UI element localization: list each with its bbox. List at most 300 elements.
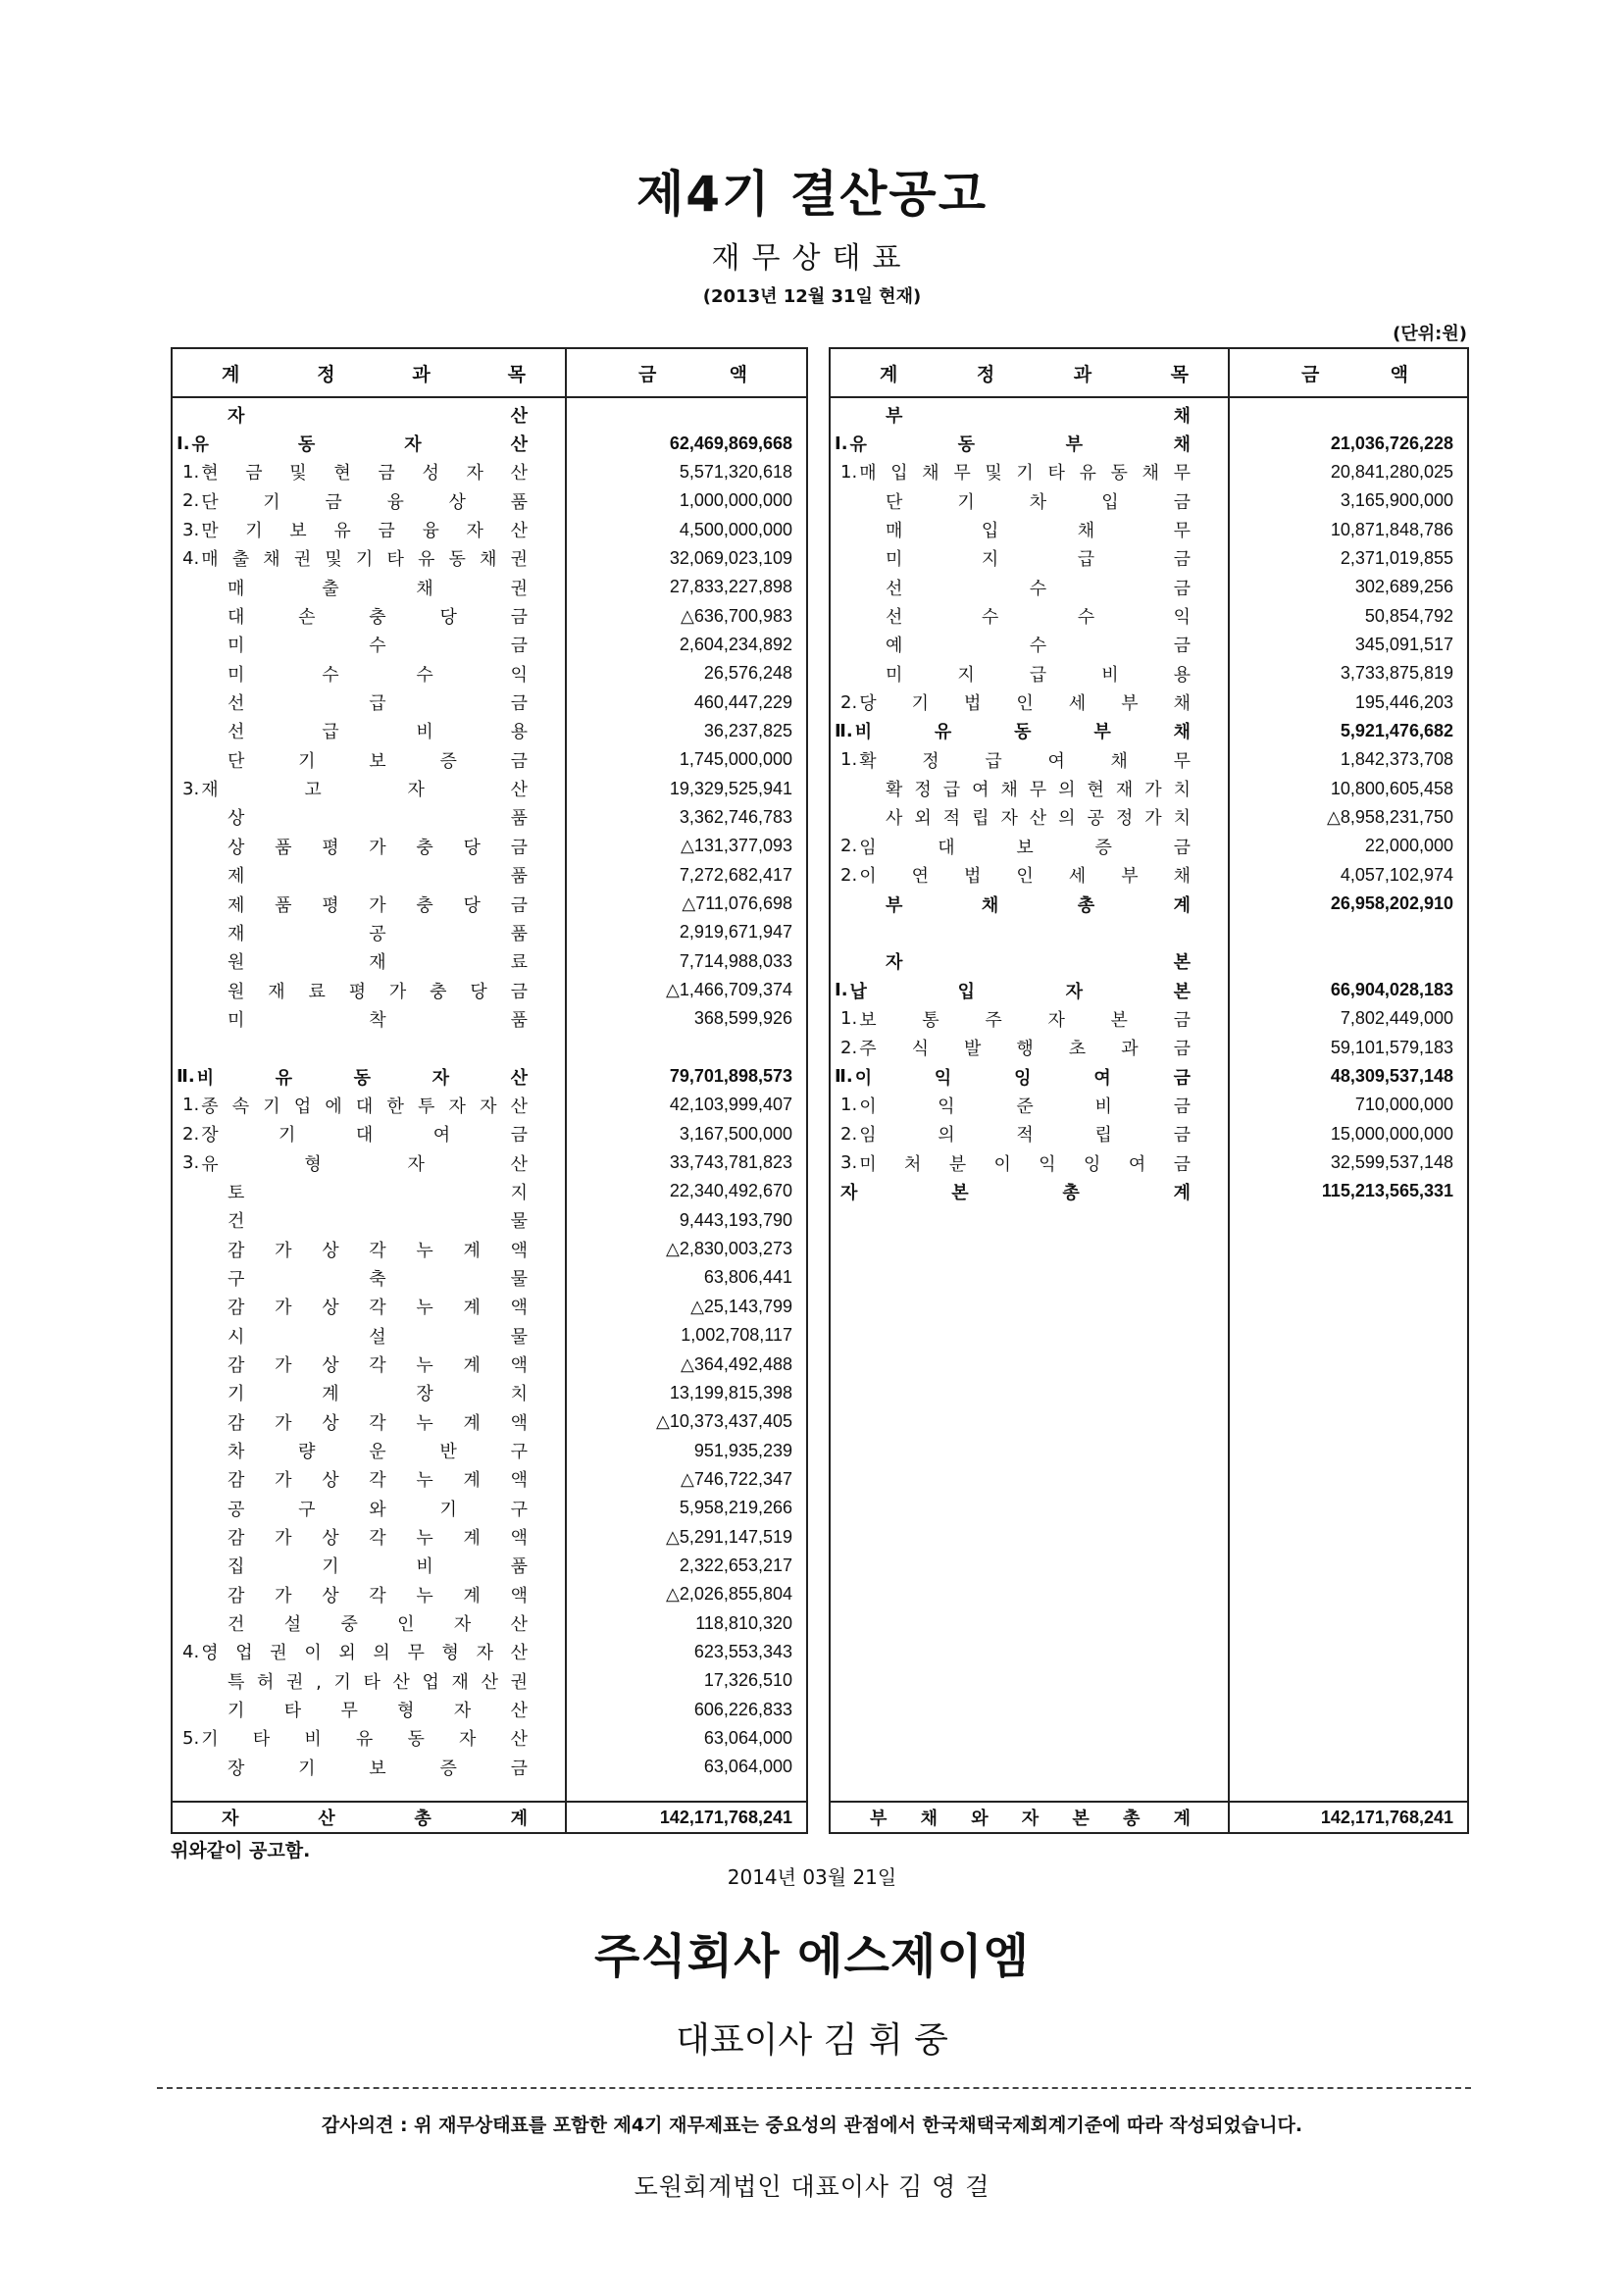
account-name-cell	[173, 1321, 565, 1350]
account-name: 미 수 수 익	[228, 664, 528, 686]
table-row	[831, 1177, 1467, 1205]
account-name-cell	[831, 688, 1228, 716]
amount-cell: 10,800,605,458	[1330, 778, 1453, 798]
table-header	[173, 349, 806, 398]
table-row	[831, 429, 1467, 457]
account-name: 상 품 평 가 충 당 금	[228, 837, 528, 858]
account-name-cell	[173, 1206, 565, 1235]
table-row	[831, 458, 1467, 486]
amount-cell: 5,958,219,266	[679, 1498, 792, 1518]
table-row	[173, 1522, 806, 1551]
account-name: 비 유 동 부 채	[854, 722, 1191, 743]
account-name-cell	[831, 890, 1228, 918]
amount-cell: 3,733,875,819	[1340, 663, 1453, 684]
amount-cell: 1,002,708,117	[681, 1325, 792, 1346]
account-name-cell	[831, 1177, 1228, 1205]
header-char: 계	[222, 363, 240, 385]
amount-cell: 22,000,000	[1364, 836, 1453, 856]
account-number: Ⅱ.	[177, 1066, 195, 1088]
announcement-date: 2014년 03월 21일	[727, 1865, 897, 1889]
account-name: 시 설 물	[228, 1326, 528, 1348]
account-name-cell	[173, 486, 565, 515]
amount-cell: 4,057,102,974	[1340, 864, 1453, 885]
table-row	[173, 918, 806, 946]
table-row	[831, 1062, 1467, 1091]
table-row	[173, 1407, 806, 1436]
header-char: 목	[507, 363, 526, 385]
account-name: 건 설 중 인 자 산	[228, 1614, 528, 1636]
liabilities-equity-table	[829, 347, 1469, 1834]
amount-cell: 7,802,449,000	[1340, 1008, 1453, 1029]
account-name: 감 가 상 각 누 계 액	[228, 1355, 528, 1377]
table-row	[173, 1350, 806, 1378]
account-name: 미 지 급 비 용	[886, 664, 1191, 686]
account-name: 재 고 자 산	[201, 780, 528, 801]
account-name: 매 입 채 무 및 기 타 유 동 채 무	[859, 463, 1191, 484]
account-name: 확 정 급 여 채 무 의 현 재 가 치	[886, 780, 1191, 801]
amount-cell: 59,101,579,183	[1330, 1037, 1453, 1057]
account-name-cell	[173, 1580, 565, 1608]
account-name: 비 유 동 자 산	[196, 1067, 528, 1089]
account-name: 이 익 준 비 금	[859, 1096, 1191, 1117]
account-number: 1.	[840, 461, 858, 483]
amount-cell: 17,326,510	[703, 1670, 792, 1691]
total-label: 부 채 와 자 본 총 계	[870, 1809, 1191, 1829]
account-name-cell	[831, 486, 1228, 515]
account-name: 현 금 및 현 금 성 자 산	[201, 463, 528, 484]
account-name: 선 수 금	[886, 578, 1191, 599]
amount-cell: 115,213,565,331	[1321, 1181, 1453, 1201]
amount-cell: 951,935,239	[693, 1440, 792, 1460]
table-row	[831, 486, 1467, 515]
account-name: 미 착 품	[228, 1009, 528, 1031]
liabilities-equity-rows	[831, 400, 1467, 1206]
account-name-cell	[831, 717, 1228, 745]
amount-cell: 5,921,476,682	[1340, 720, 1453, 740]
table-row	[173, 601, 806, 630]
account-name: 당 기 법 인 세 부 채	[859, 693, 1191, 715]
table-row	[831, 1034, 1467, 1062]
table-row	[173, 1695, 806, 1723]
table-row	[173, 1552, 806, 1580]
amount-cell: 33,743,781,823	[669, 1152, 792, 1173]
account-name-cell	[831, 918, 1228, 946]
account-name: 집 기 비 품	[228, 1556, 528, 1578]
amount-cell: 15,000,000,000	[1330, 1123, 1453, 1144]
account-name: 예 수 금	[886, 636, 1191, 657]
amount-cell: 63,064,000	[703, 1757, 792, 1777]
table-row	[831, 745, 1467, 774]
table-row	[173, 832, 806, 860]
account-name-cell	[831, 1004, 1228, 1033]
header-char: 액	[1390, 363, 1408, 385]
table-row	[173, 1753, 806, 1781]
account-name-cell	[173, 947, 565, 976]
table-row	[173, 976, 806, 1004]
table-row	[173, 803, 806, 832]
amount-cell: 118,810,320	[695, 1612, 792, 1633]
account-name: 원 재 료 평 가 충 당 금	[228, 981, 528, 1002]
account-name-cell	[173, 1724, 565, 1753]
closing-note: 위와같이 공고함.	[171, 1840, 311, 1861]
account-header	[173, 360, 565, 386]
amount-cell: 10,871,848,786	[1330, 519, 1453, 539]
amount-cell: △8,958,231,750	[1327, 806, 1453, 827]
amount-cell: 13,199,815,398	[669, 1382, 792, 1402]
account-name-cell	[173, 1062, 565, 1091]
account-name-cell	[173, 601, 565, 630]
table-row	[831, 861, 1467, 890]
amount-cell: 623,553,343	[693, 1641, 792, 1661]
account-name: 이 연 법 인 세 부 채	[859, 866, 1191, 888]
account-number: 2.	[840, 1037, 858, 1058]
table-row	[173, 1263, 806, 1292]
account-name-cell	[831, 1062, 1228, 1091]
table-row	[173, 429, 806, 457]
table-row	[173, 890, 806, 918]
amount-cell: 22,340,492,670	[669, 1181, 792, 1201]
account-name: 영 업 권 이 외 의 무 형 자 산	[201, 1643, 528, 1664]
account-name-cell	[831, 861, 1228, 890]
account-name: 자 본 총 계	[840, 1182, 1191, 1203]
account-name-cell	[173, 631, 565, 659]
table-row	[173, 947, 806, 976]
header-char: 정	[976, 363, 995, 385]
account-name: 재 공 품	[228, 923, 528, 944]
table-row	[173, 861, 806, 890]
table-row	[831, 544, 1467, 573]
table-row	[173, 1608, 806, 1637]
account-number: 3.	[182, 1152, 200, 1174]
account-name-cell	[173, 1379, 565, 1407]
account-name-cell	[173, 1004, 565, 1033]
amount-cell: 26,576,248	[703, 663, 792, 684]
account-number: Ⅰ.	[835, 433, 848, 454]
account-header	[831, 360, 1228, 386]
account-name: 감 가 상 각 누 계 액	[228, 1528, 528, 1550]
amount-cell: 36,237,825	[703, 720, 792, 740]
amount-cell: 19,329,525,941	[669, 778, 792, 798]
table-row	[173, 1580, 806, 1608]
account-name: 상 품	[228, 808, 528, 830]
amount-cell: △711,076,698	[682, 893, 792, 914]
amount-cell: 62,469,869,668	[669, 433, 792, 453]
account-number: Ⅰ.	[177, 433, 190, 454]
account-name: 감 가 상 각 누 계 액	[228, 1470, 528, 1492]
table-row	[173, 1091, 806, 1119]
table-row	[831, 688, 1467, 716]
table-row	[173, 458, 806, 486]
table-row	[831, 918, 1467, 946]
account-name: 임 의 적 립 금	[859, 1125, 1191, 1147]
account-name: 기 타 비 유 동 자 산	[201, 1729, 528, 1751]
amount-cell: 3,165,900,000	[1340, 490, 1453, 511]
account-name-cell	[831, 947, 1228, 976]
table-row	[831, 832, 1467, 860]
account-name: 감 가 상 각 누 계 액	[228, 1298, 528, 1319]
account-name-cell	[173, 400, 565, 429]
table-row	[831, 1004, 1467, 1033]
table-row	[831, 803, 1467, 832]
header-char: 금	[1301, 363, 1320, 385]
table-row	[173, 1379, 806, 1407]
assets-table	[171, 347, 808, 1834]
table-row	[831, 400, 1467, 429]
account-number: 2.	[840, 836, 858, 857]
account-name: 매 입 채 무	[886, 521, 1191, 542]
account-name: 단 기 금 융 상 품	[201, 491, 528, 513]
account-name-cell	[173, 1522, 565, 1551]
table-header	[831, 349, 1467, 398]
account-name: 장 기 대 여 금	[201, 1125, 528, 1147]
table-row	[831, 947, 1467, 976]
table-row	[173, 1206, 806, 1235]
table-row	[831, 976, 1467, 1004]
account-name-cell	[173, 1494, 565, 1522]
account-name-cell	[173, 1091, 565, 1119]
account-number: 2.	[182, 1123, 200, 1145]
table-row	[173, 1293, 806, 1321]
table-row	[173, 1177, 806, 1205]
amount-cell: 63,064,000	[703, 1727, 792, 1748]
account-name: 임 대 보 증 금	[859, 837, 1191, 858]
account-name-cell	[831, 976, 1228, 1004]
account-number: 1.	[182, 1095, 200, 1116]
account-name-cell	[173, 1638, 565, 1666]
table-row	[173, 1724, 806, 1753]
amount-cell: 1,745,000,000	[679, 749, 792, 770]
account-name: 감 가 상 각 누 계 액	[228, 1240, 528, 1261]
total-label-cell	[173, 1805, 565, 1830]
account-name: 대 손 충 당 금	[228, 607, 528, 629]
amount-cell: 1,842,373,708	[1340, 749, 1453, 770]
account-number: 2.	[182, 490, 200, 512]
account-name-cell	[831, 458, 1228, 486]
table-row	[173, 1465, 806, 1494]
table-row	[173, 1120, 806, 1148]
amount-cell: 9,443,193,790	[679, 1209, 792, 1230]
total-label: 자 산 총 계	[222, 1809, 528, 1829]
account-name: 구 축 물	[228, 1268, 528, 1290]
account-name: 부 채	[886, 405, 1191, 427]
table-row	[831, 1148, 1467, 1177]
total-label-cell	[831, 1805, 1228, 1830]
account-name: 부 채 총 계	[886, 894, 1191, 916]
table-row	[173, 1235, 806, 1263]
amount-cell: 7,272,682,417	[679, 864, 792, 885]
table-row	[831, 601, 1467, 630]
account-name: 제 품	[228, 866, 528, 888]
account-name: 감 가 상 각 누 계 액	[228, 1412, 528, 1434]
account-name-cell	[173, 861, 565, 890]
account-name-cell	[173, 717, 565, 745]
amount-cell: 42,103,999,407	[669, 1095, 792, 1115]
account-name: 자 본	[886, 952, 1191, 974]
account-name-cell	[831, 832, 1228, 860]
account-name-cell	[173, 544, 565, 573]
table-row	[173, 1638, 806, 1666]
account-name: 단 기 차 입 금	[886, 491, 1191, 513]
amount-cell: △131,377,093	[681, 836, 792, 856]
account-name: 미 지 급 금	[886, 549, 1191, 571]
account-name: 매 출 채 권	[228, 578, 528, 599]
amount-cell: 710,000,000	[1354, 1095, 1453, 1115]
amount-cell: 48,309,537,148	[1330, 1066, 1453, 1087]
account-name-cell	[173, 1666, 565, 1695]
account-name: 유 동 부 채	[849, 434, 1191, 456]
amount-cell: △364,492,488	[681, 1353, 792, 1374]
table-row	[831, 1120, 1467, 1148]
table-row	[173, 486, 806, 515]
assets-rows	[173, 400, 806, 1782]
table-row	[173, 1436, 806, 1464]
account-name-cell	[831, 803, 1228, 832]
header-char: 금	[638, 363, 657, 385]
amount-cell: 302,689,256	[1354, 577, 1453, 597]
account-name-cell	[173, 1177, 565, 1205]
ceo-name: 대표이사 김 휘 중	[676, 2020, 948, 2061]
account-number: 5.	[182, 1727, 200, 1749]
table-row	[173, 573, 806, 601]
account-name: 보 통 주 자 본 금	[859, 1009, 1191, 1031]
account-name: 미 수 금	[228, 636, 528, 657]
audit-opinion: 감사의견 : 위 재무상태표를 포함한 제4기 재무제표는 중요성의 관점에서 한국채택국제회계기준에 따라 작성되었습니다.	[321, 2115, 1303, 2136]
account-name-cell	[173, 1293, 565, 1321]
amount-cell: 79,701,898,573	[669, 1066, 792, 1087]
account-name: 자 산	[228, 405, 528, 427]
header-char: 목	[1170, 363, 1189, 385]
table-row	[173, 1148, 806, 1177]
account-name-cell	[173, 1350, 565, 1378]
account-name: 기 계 장 치	[228, 1384, 528, 1405]
amount-cell: 2,919,671,947	[679, 922, 792, 943]
account-number: 2.	[840, 691, 858, 713]
account-name: 선 급 금	[228, 693, 528, 715]
table-row	[831, 1091, 1467, 1119]
amount-cell: 5,571,320,618	[679, 461, 792, 482]
account-number: Ⅰ.	[835, 980, 848, 1001]
account-name-cell	[173, 1552, 565, 1580]
amount-cell: 4,500,000,000	[679, 519, 792, 539]
table-row	[173, 659, 806, 688]
header-char: 계	[880, 363, 898, 385]
amount-cell: 606,226,833	[693, 1699, 792, 1719]
account-name-cell	[173, 1436, 565, 1464]
amount-cell: 3,362,746,783	[679, 806, 792, 827]
account-number: 4.	[182, 1641, 200, 1662]
account-name-cell	[173, 429, 565, 457]
divider-line	[157, 2087, 1471, 2089]
account-name: 원 재 료	[228, 952, 528, 974]
account-name-cell	[173, 803, 565, 832]
account-name: 종 속 기 업 에 대 한 투 자 자 산	[201, 1096, 528, 1117]
account-name-cell	[173, 1235, 565, 1263]
account-name-cell	[831, 1148, 1228, 1177]
account-name-cell	[831, 429, 1228, 457]
account-number: 1.	[182, 461, 200, 483]
table-row	[173, 515, 806, 543]
assets-total-row	[173, 1801, 806, 1832]
header-char: 액	[729, 363, 747, 385]
amount-cell: 26,958,202,910	[1330, 893, 1453, 914]
account-number: 3.	[182, 519, 200, 540]
amount-cell: △2,830,003,273	[666, 1239, 792, 1259]
account-name: 감 가 상 각 누 계 액	[228, 1585, 528, 1606]
table-row	[831, 774, 1467, 802]
account-name-cell	[831, 544, 1228, 573]
table-row	[831, 890, 1467, 918]
account-number: Ⅱ.	[835, 720, 853, 741]
account-name-cell	[173, 458, 565, 486]
amount-cell: △10,373,437,405	[656, 1411, 792, 1432]
header-char: 과	[412, 363, 431, 385]
account-name: 이 익 잉 여 금	[854, 1067, 1191, 1089]
account-number: 1.	[840, 749, 858, 771]
account-name-cell	[831, 515, 1228, 543]
account-number: Ⅱ.	[835, 1066, 853, 1088]
account-name-cell	[173, 1407, 565, 1436]
account-name-cell	[173, 745, 565, 774]
account-name-cell	[831, 573, 1228, 601]
table-row	[173, 1494, 806, 1522]
account-name-cell	[173, 515, 565, 543]
amount-header	[565, 360, 806, 386]
amount-cell: 1,000,000,000	[679, 490, 792, 511]
account-name-cell	[173, 1034, 565, 1062]
account-name: 공 구 와 기 구	[228, 1499, 528, 1520]
amount-cell: 50,854,792	[1364, 605, 1453, 626]
account-name: 미 처 분 이 익 잉 여 금	[859, 1153, 1191, 1175]
account-number: 2.	[840, 1123, 858, 1145]
account-name: 확 정 급 여 채 무	[859, 750, 1191, 772]
account-name: 선 수 수 익	[886, 607, 1191, 629]
table-row	[173, 1321, 806, 1350]
account-name-cell	[831, 774, 1228, 802]
account-name-cell	[173, 688, 565, 716]
amount-cell: 345,091,517	[1354, 634, 1453, 654]
account-name: 특 허 권 , 기 타 산 업 재 산 권	[228, 1671, 528, 1693]
amount-cell: 195,446,203	[1354, 691, 1453, 712]
liabilities-equity-total-row	[831, 1801, 1467, 1832]
amount-cell: 63,806,441	[703, 1267, 792, 1288]
account-name: 토 지	[228, 1182, 528, 1203]
account-number: 4.	[182, 547, 200, 569]
account-name-cell	[173, 573, 565, 601]
as-of-date: (2013년 12월 31일 현재)	[702, 286, 922, 307]
account-name: 주 식 발 행 초 과 금	[859, 1039, 1191, 1060]
account-name-cell	[173, 1263, 565, 1292]
account-name-cell	[173, 1120, 565, 1148]
account-name-cell	[831, 631, 1228, 659]
account-name-cell	[831, 1120, 1228, 1148]
amount-cell: 7,714,988,033	[679, 950, 792, 971]
account-name-cell	[831, 659, 1228, 688]
amount-cell: 32,599,537,148	[1330, 1152, 1453, 1173]
account-number: 3.	[182, 778, 200, 799]
table-row	[173, 745, 806, 774]
table-row	[173, 1666, 806, 1695]
account-name: 건 물	[228, 1211, 528, 1233]
amount-cell: 368,599,926	[693, 1008, 792, 1029]
account-number: 1.	[840, 1008, 858, 1030]
amount-cell: △636,700,983	[681, 605, 792, 626]
table-row	[173, 1062, 806, 1091]
account-name-cell	[831, 1034, 1228, 1062]
amount-cell: △746,722,347	[681, 1468, 792, 1489]
account-name: 제 품 평 가 충 당 금	[228, 894, 528, 916]
account-name: 유 형 자 산	[201, 1153, 528, 1175]
account-name: 만 기 보 유 금 융 자 산	[201, 521, 528, 542]
